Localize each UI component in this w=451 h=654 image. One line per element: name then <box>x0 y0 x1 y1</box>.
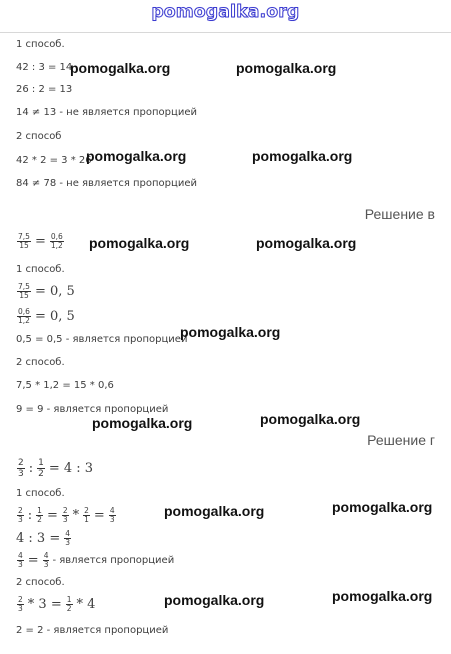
watermark: pomogalka.org <box>260 411 361 427</box>
equation-line: 42 * 2 = 3 * 26 <box>16 155 92 166</box>
fraction: $\frac{2}{1}$ <box>84 506 89 524</box>
fraction: $\frac{0,6}{1,2}$ <box>50 232 63 250</box>
equation-line: 4 : 3 = $\frac{4}{3}$ <box>16 529 70 547</box>
conclusion-line: 0,5 = 0,5 - является пропорцией <box>16 334 188 345</box>
proportion-v: $\frac{7,5}{15}$ = $\frac{0,6}{1,2}$ <box>18 232 63 250</box>
fraction: $\frac{2}{3}$ <box>18 458 24 479</box>
watermark: pomogalka.org <box>332 588 433 604</box>
equation-line: 26 : 2 = 13 <box>16 84 73 95</box>
watermark: pomogalka.org <box>236 60 337 76</box>
equation-line: 42 : 3 = 14 <box>16 62 73 73</box>
watermark: pomogalka.org <box>86 148 187 164</box>
fraction: $\frac{4}{3}$ <box>43 551 49 569</box>
fraction: $\frac{1}{2}$ <box>37 506 42 524</box>
conclusion-line: 9 = 9 - является пропорцией <box>16 404 169 415</box>
fraction: $\frac{4}{3}$ <box>109 506 115 524</box>
method-2-label-b: 2 способ <box>16 131 62 142</box>
watermark: pomogalka.org <box>164 592 265 608</box>
equation-line: $\frac{2}{3}$ : $\frac{1}{2}$ = $\frac{2}{3}$ * $\frac{2}{1}$ = $\frac{4}{3}$ <box>18 506 115 524</box>
conclusion-line: 84 ≠ 78 - не является пропорцией <box>16 178 197 189</box>
method-2-label-v: 2 способ. <box>16 357 65 368</box>
fraction: $\frac{4}{3}$ <box>18 551 23 569</box>
site-banner <box>0 0 451 28</box>
fraction: $\frac{4}{3}$ <box>65 529 70 547</box>
proportion-g: $\frac{2}{3}$ : $\frac{1}{2}$ = 4 : 3 <box>18 458 94 479</box>
watermark: pomogalka.org <box>70 60 171 76</box>
header-divider <box>0 32 451 33</box>
conclusion-line: 14 ≠ 13 - не является пропорцией <box>16 107 197 118</box>
fraction: $\frac{1}{2}$ <box>66 595 72 613</box>
watermark: pomogalka.org <box>332 499 433 515</box>
watermark: pomogalka.org <box>89 235 190 251</box>
solution-heading-v: Решение в <box>364 206 435 222</box>
fraction: $\frac{7,5}{15}$ <box>18 232 30 250</box>
fraction: $\frac{2}{3}$ <box>62 506 68 524</box>
watermark: pomogalka.org <box>180 324 281 340</box>
watermark: pomogalka.org <box>164 503 265 519</box>
solution-heading-g: Решение г <box>367 432 435 448</box>
watermark: pomogalka.org <box>252 148 353 164</box>
method-1-label-g: 1 способ. <box>16 488 65 499</box>
method-1-label-b: 1 способ. <box>16 39 65 50</box>
fraction: $\frac{7,5}{15}$ <box>18 282 30 300</box>
watermark: pomogalka.org <box>256 235 357 251</box>
equation-line: $\frac{7,5}{15}$ = 0, 5 <box>18 282 75 300</box>
fraction: $\frac{1}{2}$ <box>38 458 44 479</box>
equation-line: $\frac{0,6}{1,2}$ = 0, 5 <box>18 307 75 325</box>
method-2-label-g: 2 способ. <box>16 577 65 588</box>
fraction: $\frac{2}{3}$ <box>18 595 23 613</box>
watermark: pomogalka.org <box>92 415 193 431</box>
fraction: $\frac{2}{3}$ <box>18 506 23 524</box>
conclusion-line: $\frac{4}{3}$ = $\frac{4}{3}$ - является пропорцией <box>18 551 175 569</box>
site-title[interactable]: pomogalka.org <box>151 2 300 22</box>
equation-line: 7,5 * 1,2 = 15 * 0,6 <box>16 380 114 391</box>
fraction: $\frac{0,6}{1,2}$ <box>18 307 30 325</box>
equation-line: $\frac{2}{3}$ * 3 = $\frac{1}{2}$ * 4 <box>18 595 96 613</box>
method-1-label-v: 1 способ. <box>16 264 65 275</box>
conclusion-line: 2 = 2 - является пропорцией <box>16 625 169 636</box>
